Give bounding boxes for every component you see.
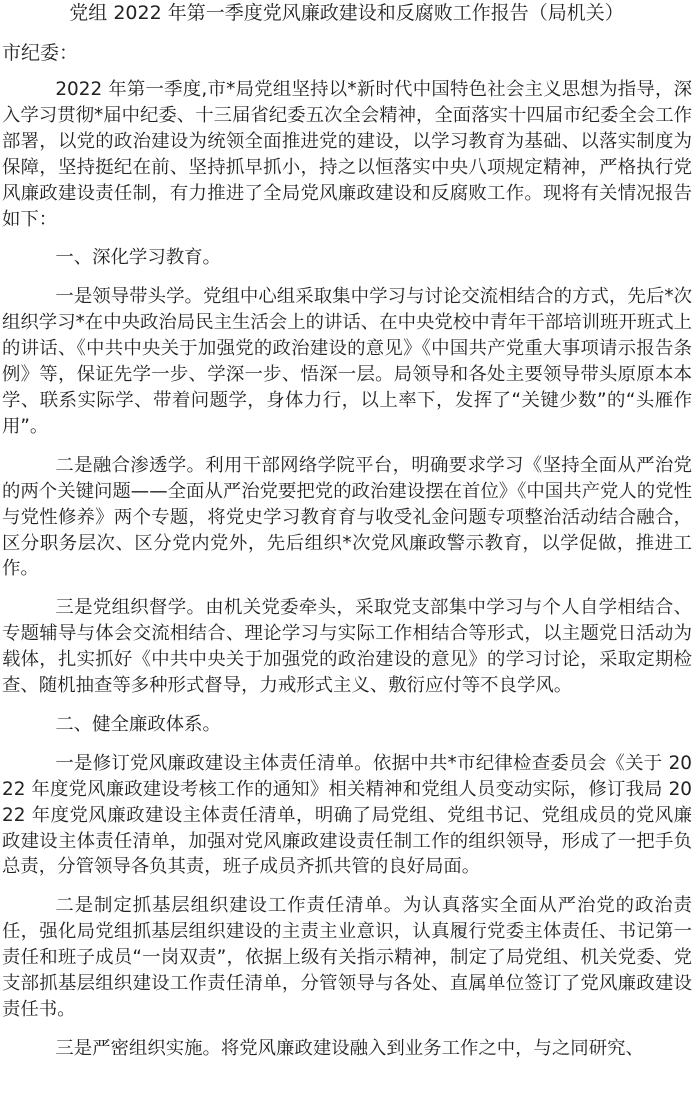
section2-paragraph-2: 二是制定抓基层组织建设工作责任清单。为认真落实全面从严治党的政治责任，强化局党组抓基层组织建设的主责主业意识，认真履行党委主体责任、书记第一责任和班子成员“一岗双责”，依据上级有关指示精神，制定了局党组、机关党委、党支部抓基层组织建设工作责任清单，分管领导与各处、直属单位签订了党风廉政建设责任书。 <box>2 895 692 1020</box>
section-heading-2: 二、健全廉政体系。 <box>55 713 221 735</box>
section2-paragraph-3: 三是严密组织实施。将党风廉政建设融入到业务工作之中，与之同研究、 <box>55 1037 644 1059</box>
document-title: 党组 2022 年第一季度党风廉政建设和反腐败工作报告（局机关） <box>69 2 624 24</box>
document-body <box>0 77 693 1075</box>
section1-paragraph-3: 三是党组织督学。由机关党委牵头，采取党支部集中学习与个人自学相结合、专题辅导与体会交流相结合、理论学习与实际工作相结合等形式，以主题党日活动为载体，扎实抓好《中共中央关于加强党的政治建设的意见》的学习讨论，采取定期检查、随机抽查等多种形式督导，力戒形式主义、敷衍应付等不良学风。 <box>2 597 692 697</box>
section2-paragraph-1: 一是修订党风廉政建设主体责任清单。依据中共*市纪律检查委员会《关于 2022 年度党风廉政建设考核工作的通知》相关精神和党组人员变动实际，修订我局 2022 年度党风廉政建设主体责任清单，明确了局党组、党组书记、党组成员的党风廉政建设主体责任清单，加强对党风廉政建设责任制工作的组织领导，形成了一把手负总责，分管领导各负其责，班子成员齐抓共管的良好局面。 <box>2 752 692 878</box>
section-heading-1: 一、深化学习教育。 <box>55 247 221 269</box>
section1-paragraph-1: 一是领导带头学。党组中心组采取集中学习与讨论交流相结合的方式，先后*次组织学习*在中央政治局民主生活会上的讲话、在中央党校中青年干部培训班开班式上的讲话、《中共中央关于加强党的政治建设的意见》《中国共产党重大事项请示报告条例》等，保证先学一步、学深一步、悟深一层。局领导和各处主要领导带头原原本本学、联系实际学、带着问题学，身体力行，以上率下，发挥了“关键少数”的“头雁作用”。 <box>2 286 692 437</box>
section1-paragraph-2: 二是融合渗透学。利用干部网络学院平台，明确要求学习《坚持全面从严治党的两个关键问题——全面从严治党要把党的政治建设摆在首位》《中国共产党人的党性与党性修养》两个专题，将党史学习教育育与收受礼金问题专项整治活动结合融合，区分职务层次、区分党内党外，先后组织*次党风廉政警示教育，以学促做，推进工作。 <box>2 454 692 580</box>
salutation: 市纪委： <box>2 42 79 64</box>
intro-paragraph: 2022 年第一季度,市*局党组坚持以*新时代中国特色社会主义思想为指导，深入学习贯彻*届中纪委、十三届省纪委五次全会精神，全面落实十四届市纪委全会工作部署，以党的政治建设为统领全面推进党的建设，以学习教育为基础、以落实制度为保障，坚持挺纪在前、坚持抓早抓小，持之以恒落实中央八项规定精神，严格执行党风廉政建设责任制，有力推进了全局党风廉政建设和反腐败工作。现将有关情况报告如下： <box>2 79 692 230</box>
